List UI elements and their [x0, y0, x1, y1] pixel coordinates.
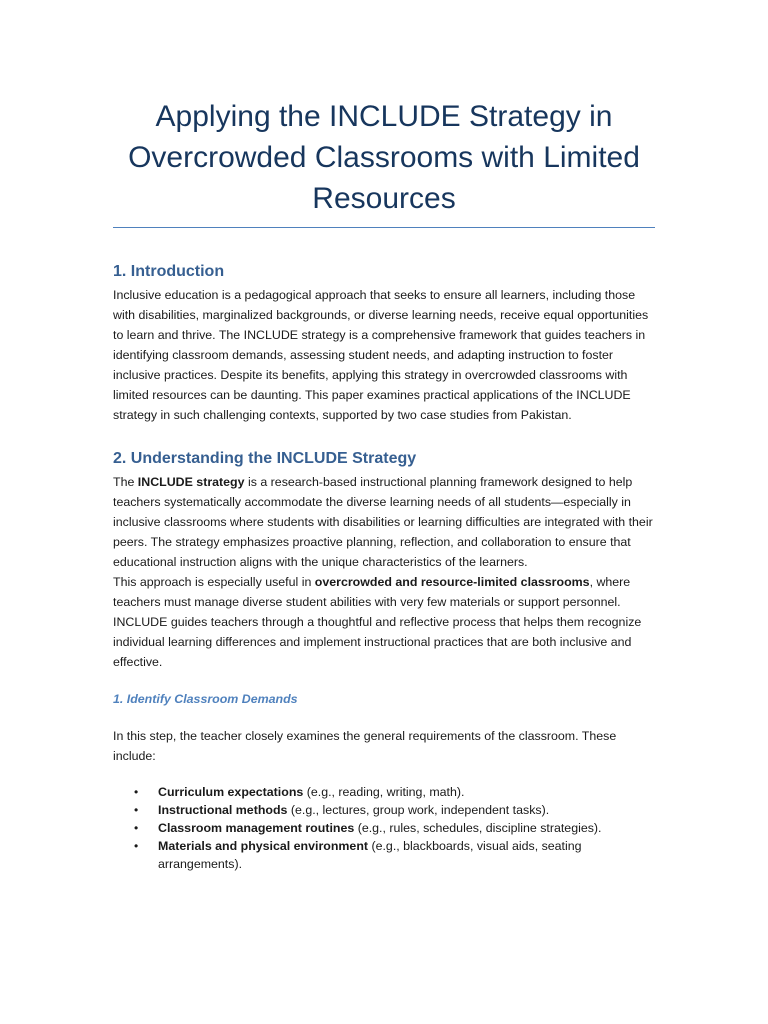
- understanding-p2-bold: overcrowded and resource-limited classrooms: [314, 575, 590, 589]
- subheading-identify-classroom-demands: 1. Identify Classroom Demands: [113, 692, 298, 706]
- list-item-text: (e.g., reading, writing, math).: [303, 785, 465, 799]
- section-heading-understanding: 2. Understanding the INCLUDE Strategy: [113, 450, 417, 467]
- list-item: [134, 783, 655, 801]
- understanding-paragraph-2: [113, 572, 655, 672]
- step1-paragraph: In this step, the teacher closely examines the general requirements of the classroom. These include:: [113, 729, 617, 763]
- understanding-p1-before: The: [113, 475, 138, 489]
- bullet-icon: •: [134, 785, 139, 799]
- list-item-bold: Materials and physical environment: [158, 839, 369, 853]
- understanding-p2-before: This approach is especially useful in: [113, 575, 315, 589]
- understanding-p1-bold: INCLUDE strategy: [137, 475, 245, 489]
- title-divider: [113, 227, 655, 228]
- section-heading-introduction: 1. Introduction: [113, 263, 225, 280]
- document-title: Applying the INCLUDE Strategy in Overcrowded Classrooms with Limited Resources: [128, 100, 640, 215]
- list-item: [134, 837, 655, 873]
- bullet-icon: •: [134, 803, 139, 817]
- understanding-paragraph-1: [113, 472, 655, 572]
- introduction-paragraph: Inclusive education is a pedagogical approach that seeks to ensure all learners, including those with disabilities, marginalized backgrounds, or diverse learning needs, receive equal opportunities to learn and thrive. The INCLUDE strategy is a comprehensive framework that guides teachers in identifying classroom demands, assessing student needs, and adapting instruction to foster inclusive practices. Despite its benefits, applying this strategy in overcrowded classrooms with limited resources can be daunting. This paper examines practical applications of the INCLUDE strategy in such challenging contexts, supported by two case studies from Pakistan.: [113, 288, 649, 422]
- list-item-text: (e.g., lectures, group work, independent tasks).: [287, 803, 550, 817]
- list-item: [134, 819, 655, 837]
- list-item-text: (e.g., rules, schedules, discipline strategies).: [354, 821, 602, 835]
- understanding-p1-after: is a research-based instructional planning framework designed to help teachers systematically accommodate the diverse learning needs of all students—especially in inclusive classrooms where students with disabilities or learning difficulties are integrated with their peers. The strategy emphasizes proactive planning, reflection, and collaboration to ensure that educational instruction aligns with the unique characteristics of the learners.: [113, 475, 653, 569]
- list-item-text: (e.g., blackboards, visual aids, seating arrangements).: [158, 839, 582, 871]
- understanding-p2-after: , where teachers must manage diverse student abilities with very few materials or support personnel. INCLUDE guides teachers through a thoughtful and reflective process that helps them recognize individual learning differences and implement instructional practices that are both inclusive and effective.: [113, 575, 642, 669]
- bullet-icon: •: [134, 839, 139, 853]
- bullet-icon: •: [134, 821, 139, 835]
- list-item-bold: Classroom management routines: [158, 821, 355, 835]
- classroom-demands-list: [113, 783, 655, 873]
- list-item-bold: Curriculum expectations: [158, 785, 304, 799]
- list-item: [134, 801, 655, 819]
- list-item-bold: Instructional methods: [158, 803, 288, 817]
